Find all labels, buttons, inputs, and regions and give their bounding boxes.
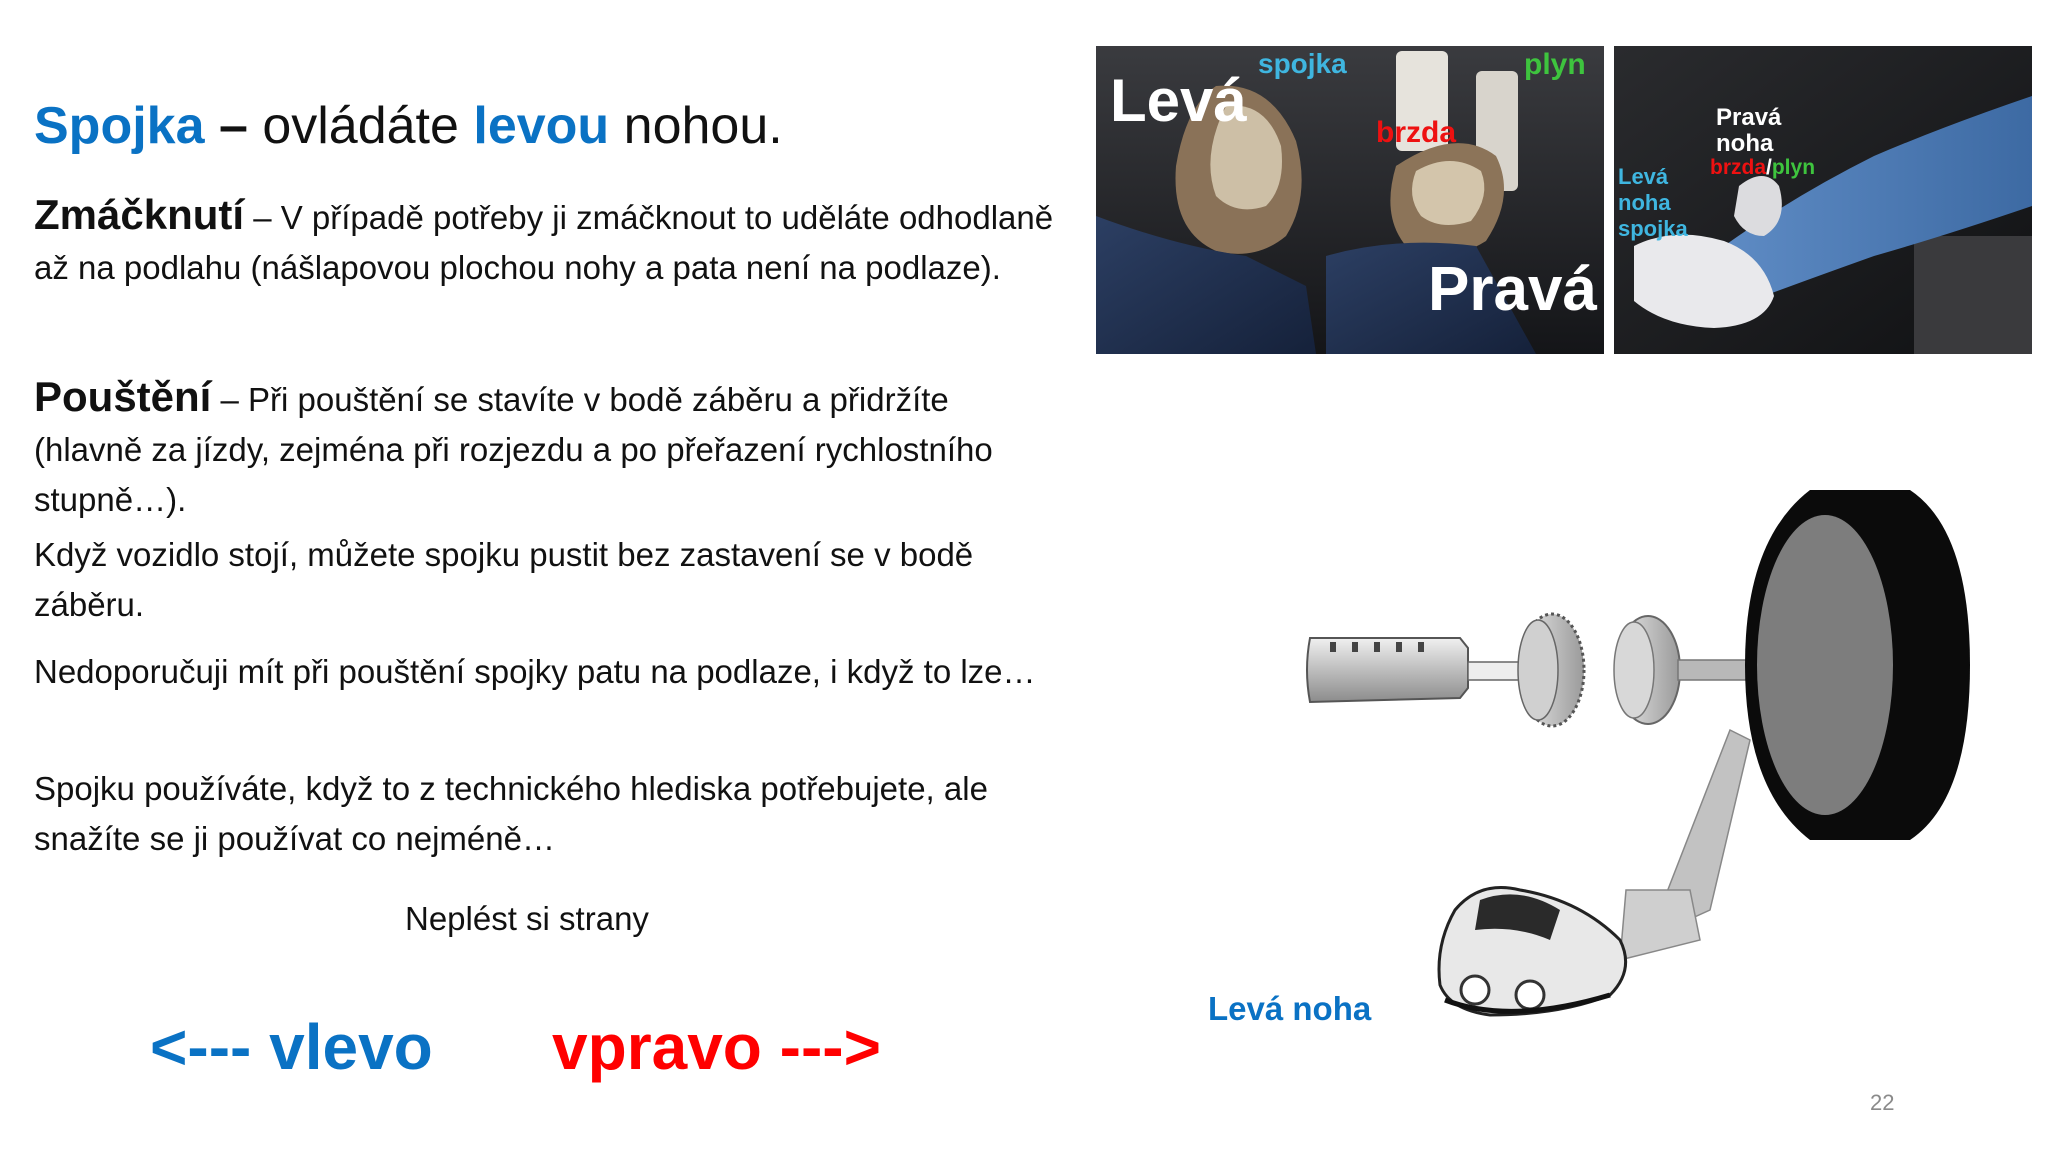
- press-text: – V případě potřeby ji zmáčknout to uděláte odhodlaně až na podlahu (nášlapovou plochou nohy a pata není na podlaze).: [34, 199, 1054, 286]
- photo1-label-plyn: plyn: [1524, 48, 1586, 81]
- title-keyword-left: levou: [473, 97, 610, 155]
- title-keyword-clutch: Spojka: [34, 97, 205, 155]
- left-shoe-icon: [1439, 888, 1626, 1016]
- right-foot-photo-image: [1614, 46, 2032, 354]
- release-term: Pouštění: [34, 373, 212, 420]
- sides-label: Neplést si strany: [405, 900, 649, 937]
- press-paragraph: [34, 190, 1064, 293]
- slide-title: [34, 96, 783, 156]
- pedals-photo: [1096, 46, 1604, 354]
- release-paragraph-2: Když vozidlo stojí, můžete spojku pustit bez zastavení se v bodě záběru.: [34, 536, 974, 623]
- shaft-end: [1468, 662, 1520, 680]
- title-text-end: nohou.: [609, 97, 783, 155]
- photo2-label-plyn: plyn: [1771, 156, 1816, 179]
- page-number: 22: [1870, 1090, 1895, 1115]
- release-text: – Při pouštění se stavíte v bodě záběru a přidržíte (hlavně za jízdy, zejména při rozjezdu a po přeřazení rychlostního stupně…).: [34, 381, 993, 518]
- release-paragraph: [34, 372, 1064, 525]
- clutch-pedal-plate: [1620, 890, 1700, 960]
- heel-paragraph: Nedoporučuji mít při pouštění spojky patu na podlaze, i když to lze…: [34, 653, 1036, 690]
- clutch-diagram: [1290, 490, 2000, 1050]
- photo2-label-noha2: noha: [1618, 190, 1671, 215]
- photo1-label-spojka: spojka: [1258, 48, 1347, 79]
- photo2-label-noha: noha: [1716, 130, 1774, 157]
- photo1-label-leva: Levá: [1110, 67, 1247, 134]
- arrow-right-label: vpravo --->: [552, 1011, 881, 1083]
- flywheel-face: [1757, 515, 1893, 815]
- clutch-disc-face: [1518, 620, 1558, 720]
- photo2-label-slash: /: [1766, 156, 1772, 179]
- photo1-label-prava: Pravá: [1428, 255, 1597, 324]
- photo2-label-leva: Levá: [1618, 164, 1669, 189]
- photo2-label-prava: Pravá: [1716, 104, 1782, 131]
- photo2-label-brake-gas: [1710, 156, 1815, 180]
- title-dash: –: [204, 97, 263, 155]
- pressure-plate-face: [1614, 622, 1654, 718]
- right-foot-photo: [1614, 46, 2032, 354]
- usage-paragraph: Spojku používáte, když to z technického hlediska potřebujete, ale snažíte se ji používat co nejméně…: [34, 770, 988, 857]
- arrow-left-label: <--- vlevo: [150, 1011, 433, 1083]
- press-term: Zmáčknutí: [34, 191, 245, 238]
- photo2-label-spojka: spojka: [1618, 216, 1688, 241]
- diagram-label-left-foot: Levá noha: [1208, 990, 1372, 1027]
- title-text: ovládáte: [262, 97, 474, 155]
- photo1-label-brzda: brzda: [1376, 116, 1457, 149]
- photo2-label-brzda: brzda: [1710, 156, 1767, 179]
